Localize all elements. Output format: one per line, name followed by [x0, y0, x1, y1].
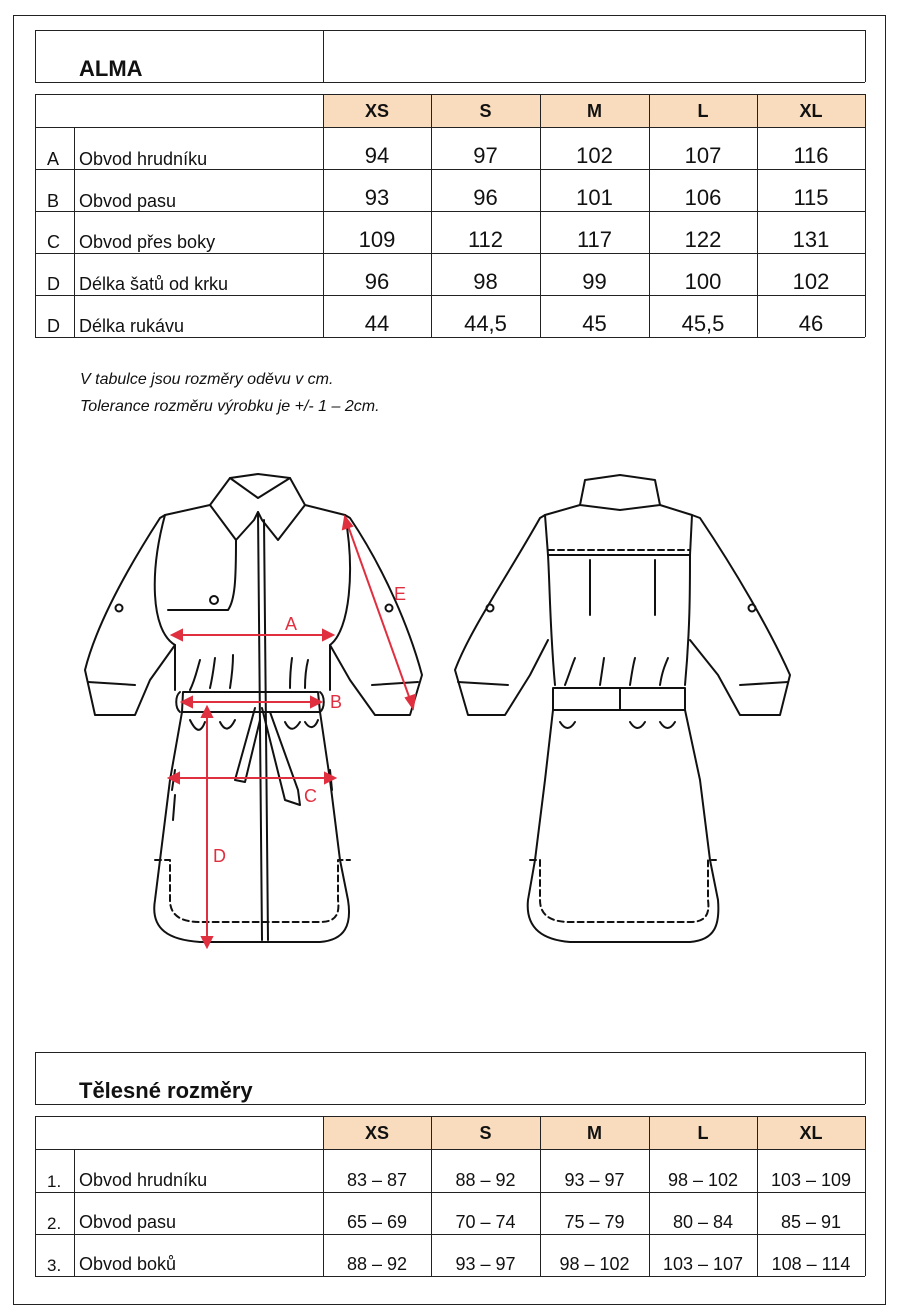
row-label: Délka šatů od krku: [79, 274, 229, 294]
cell-value: 83 – 87: [346, 1170, 408, 1190]
row-letter: A: [47, 149, 60, 169]
cell-value: 100: [684, 269, 722, 294]
label-d: D: [213, 846, 226, 866]
cell-value: 88 – 92: [455, 1170, 516, 1190]
cell-value: 106: [684, 185, 722, 210]
row-letter: B: [47, 191, 60, 211]
size-header-m: M: [540, 1117, 649, 1149]
label-a: A: [285, 614, 298, 634]
cell-value: 93: [364, 185, 390, 210]
cell-value: 96: [364, 269, 390, 294]
row-letter: D: [47, 274, 60, 294]
label-b: B: [330, 692, 343, 712]
cell-value: 122: [684, 227, 722, 252]
cell-value: 116: [793, 143, 829, 168]
cell-value: 112: [467, 227, 504, 252]
cell-value: 75 – 79: [564, 1212, 625, 1232]
cell-value: 93 – 97: [564, 1170, 625, 1190]
cell-value: 44: [364, 311, 390, 336]
dress-technical-drawing: [0, 460, 898, 970]
row-label: Obvod přes boky: [79, 232, 216, 252]
cell-value: 98 – 102: [667, 1170, 739, 1190]
cell-value: 70 – 74: [455, 1212, 516, 1232]
cell-value: 65 – 69: [346, 1212, 408, 1232]
size-header-l: L: [649, 1117, 757, 1149]
row-label: Obvod boků: [79, 1254, 177, 1274]
body-table-title: Tělesné rozměry: [79, 1078, 253, 1103]
cell-value: 80 – 84: [672, 1212, 734, 1232]
front-view-dress: [85, 474, 422, 942]
label-c: C: [304, 786, 317, 806]
cell-value: 115: [793, 185, 829, 210]
cell-value: 96: [473, 185, 498, 210]
cell-value: 102: [576, 143, 613, 168]
cell-value: 97: [473, 143, 498, 168]
size-header-l: L: [649, 95, 757, 127]
back-view-dress: [455, 475, 790, 942]
cell-value: 108 – 114: [771, 1254, 851, 1274]
row-label: Obvod hrudníku: [79, 149, 208, 169]
cell-value: 101: [576, 185, 613, 210]
size-header-xs: XS: [323, 95, 431, 127]
measurement-arrows: [169, 517, 415, 947]
size-header-xl: XL: [757, 95, 865, 127]
size-header-s: S: [431, 1117, 540, 1149]
cell-value: 98: [473, 269, 498, 294]
cell-value: 99: [582, 269, 607, 294]
cell-value: 131: [792, 227, 830, 252]
row-label: Obvod pasu: [79, 191, 177, 211]
cell-value: 93 – 97: [455, 1254, 516, 1274]
note-units: V tabulce jsou rozměry oděvu v cm.: [80, 371, 334, 388]
cell-value: 102: [792, 269, 830, 294]
row-label: Obvod pasu: [79, 1212, 177, 1232]
cell-value: 44,5: [464, 311, 507, 336]
note-tolerance: Tolerance rozměru výrobku je +/- 1 – 2cm.: [80, 398, 380, 415]
row-number: 3.: [47, 1256, 62, 1275]
cell-value: 117: [576, 227, 613, 252]
cell-value: 107: [684, 143, 722, 168]
row-letter: D: [47, 316, 60, 336]
size-header-xs: XS: [323, 1117, 431, 1149]
cell-value: 45: [582, 311, 607, 336]
size-header-s: S: [431, 95, 540, 127]
row-label: Délka rukávu: [79, 316, 185, 336]
row-label: Obvod hrudníku: [79, 1170, 208, 1190]
row-number: 2.: [47, 1214, 62, 1233]
garment-table-title: ALMA: [79, 56, 143, 81]
row-number: 1.: [47, 1172, 62, 1191]
cell-value: 103 – 107: [662, 1254, 744, 1274]
cell-value: 46: [798, 311, 824, 336]
label-e: E: [394, 584, 407, 604]
cell-value: 109: [358, 227, 396, 252]
cell-value: 94: [364, 143, 390, 168]
cell-value: 85 – 91: [780, 1212, 842, 1232]
size-header-m: M: [540, 95, 649, 127]
row-letter: C: [47, 232, 60, 252]
cell-value: 45,5: [681, 311, 725, 336]
cell-value: 98 – 102: [559, 1254, 630, 1274]
cell-value: 103 – 109: [770, 1170, 852, 1190]
cell-value: 88 – 92: [346, 1254, 408, 1274]
size-header-xl: XL: [757, 1117, 865, 1149]
